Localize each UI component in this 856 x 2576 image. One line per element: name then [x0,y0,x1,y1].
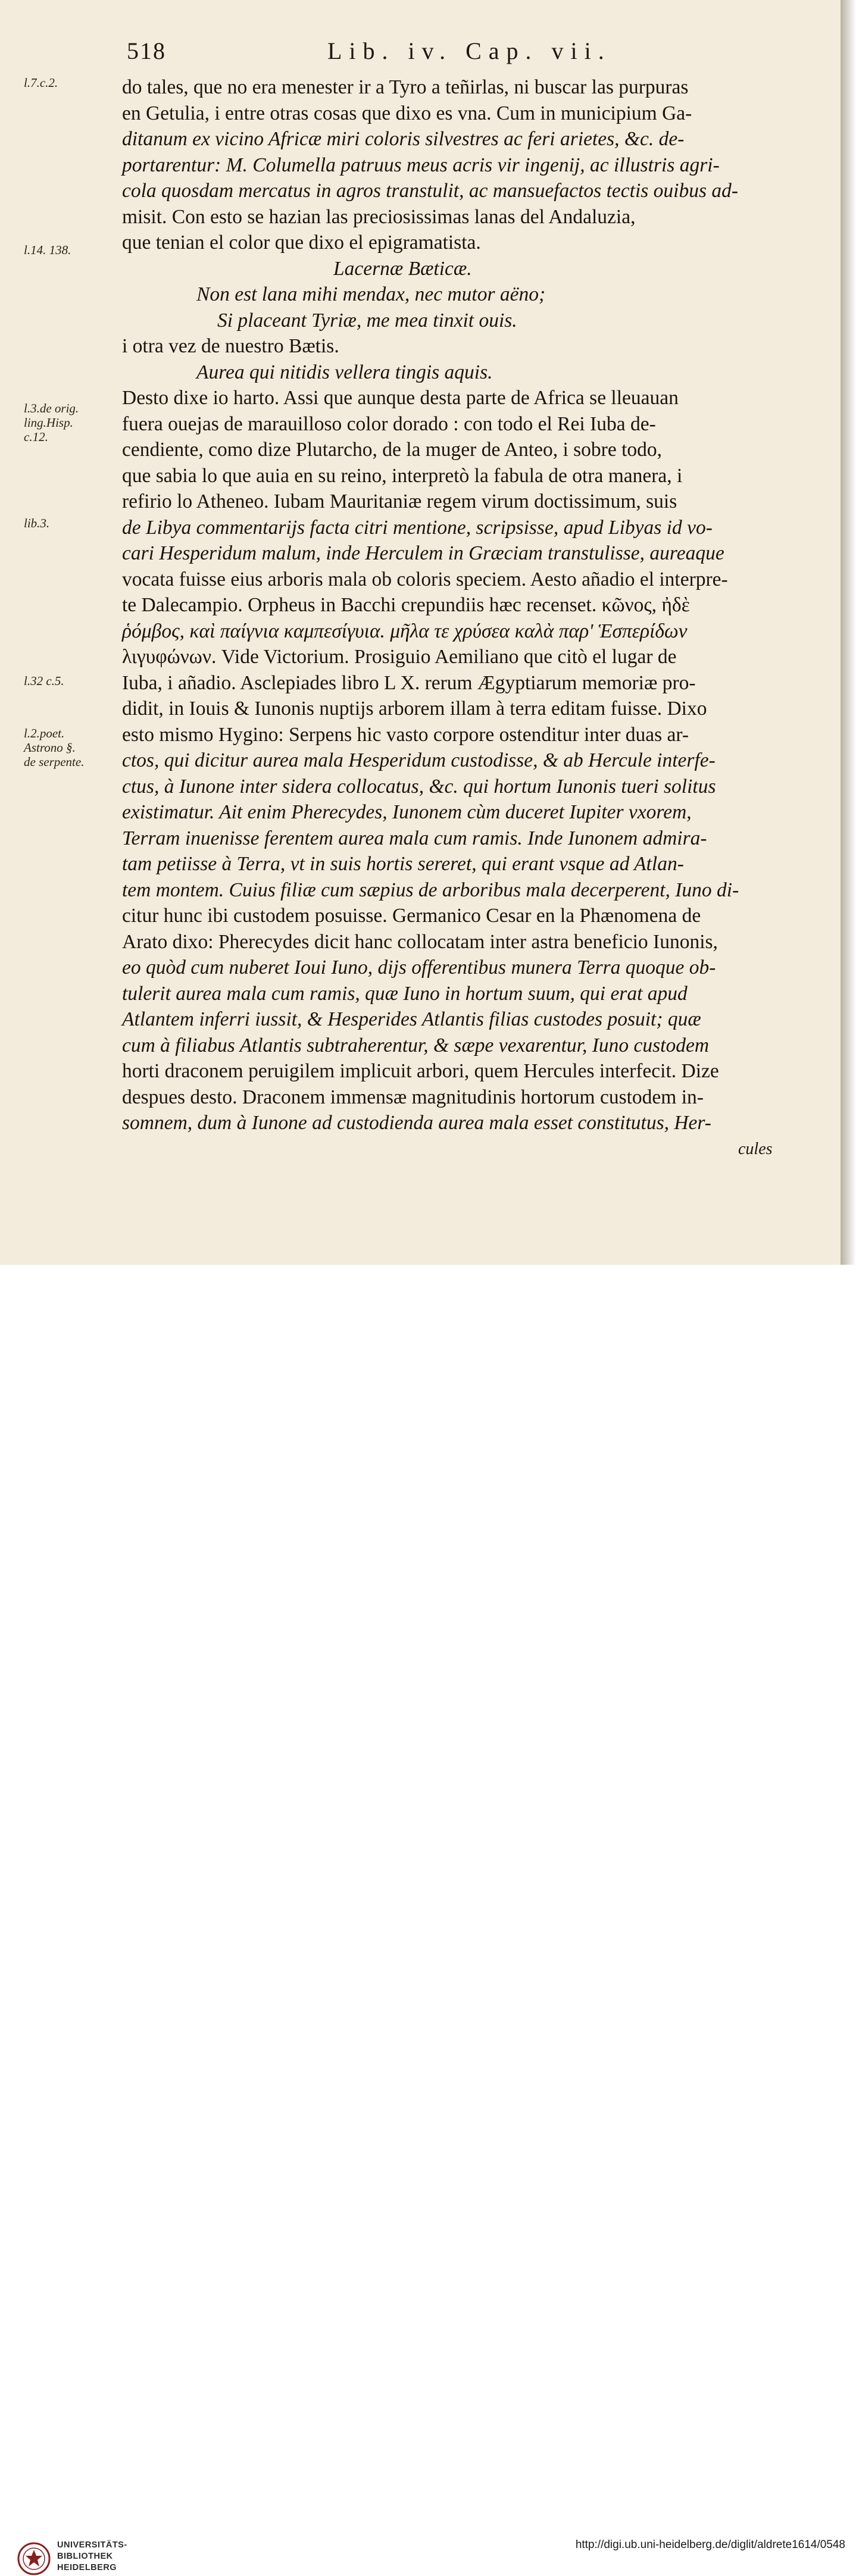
text-line-content: citur hunc ibi custodem posuisse. Germanico Cesar en la Phænomena de [122,905,701,927]
body-text [122,74,818,1162]
text-line [122,152,818,179]
text-line [122,618,818,645]
text-line [122,411,818,437]
text-line-content: tem montem. Cuius filiæ cum sæpius de arboribus mala decerperent, Iuno di- [122,879,739,901]
text-line [122,748,818,774]
text-line-content: Arato dixo: Pherecydes dicit hanc collocatam inter astra beneficio Iunonis, [122,930,718,953]
text-line-content: ctus, à Iunone inter sidera collocatus, &c. qui hortum Iunonis tueri solitus [122,775,716,798]
text-line-content: do tales, que no era menester ir a Tyro a teñirlas, ni buscar las purpuras [122,76,689,98]
text-line [122,644,818,670]
text-line-content: fuera ouejas de marauilloso color dorado : con todo el Rei Iuba de- [122,412,656,435]
margin-note: lib.3. [24,516,50,530]
text-line [122,981,818,1007]
text-line [122,437,818,463]
text-line [122,1110,818,1136]
text-line [122,230,818,256]
text-line [122,126,818,152]
text-line [122,540,818,567]
text-line-content: cari Hesperidum malum, inde Herculem in Græciam transtulisse, aureaque [122,542,724,564]
text-line [122,1084,818,1111]
chapter-heading: Lib. iv. Cap. vii. [327,37,611,64]
text-line-content: cendiente, como dize Plutarcho, de la muger de Anteo, i sobre todo, [122,439,663,461]
text-line [122,282,818,308]
text-line-content: cum à filiabus Atlantis subtraherentur, & sæpe vexarentur, Iuno custodem [122,1034,710,1056]
running-header [122,37,795,70]
text-line-content: ctos, qui dicitur aurea mala Hesperidum custodisse, & ab Hercule interfe- [122,749,716,771]
text-line-content: Aurea qui nitidis vellera tingis aquis. [196,361,493,383]
text-line-content: horti draconem peruigilem implicuit arbori, quem Hercules interfecit. Dize [122,1060,719,1082]
library-line: UNIVERSITÄTS- [57,2540,127,2550]
margin-note: l.14. 138. [24,243,71,257]
text-line [122,929,818,955]
text-line-content: ditanum ex vicino Africæ miri coloris silvestres ac feri arietes, &c. de- [122,128,685,150]
source-url[interactable]: http://digi.ub.uni-heidelberg.de/diglit/aldrete1614/0548 [575,2539,845,2551]
text-line [122,696,818,722]
text-line-content: que sabia lo que auia en su reino, interpretò la fabula de otra manera, i [122,464,683,487]
text-line [122,256,818,282]
text-line [122,463,818,489]
margin-note: l.32 c.5. [24,674,64,688]
text-line [122,1033,818,1059]
text-line-content: somnem, dum à Iunone ad custodienda aurea mala esset constitutus, Her- [122,1112,711,1134]
footer [0,1265,856,2572]
margin-note: l.2.poet. Astrono §. de serpente. [24,726,85,769]
text-line [122,1058,818,1084]
text-line [122,178,818,204]
text-line [122,592,818,618]
text-line-content: despues desto. Draconem immensæ magnitudinis hortorum custodem in- [122,1086,704,1108]
text-line-content: te Dalecampio. Orpheus in Bacchi crepundiis hæc recenset. κῶνος, ἠδὲ [122,594,690,616]
text-line-content: didit, in Iouis & Iunonis nuptijs arborem illam à terra editam fuisse. Dixo [122,698,707,720]
text-line-content: cules [738,1139,773,1158]
text-line-content: portarentur: M. Columella patruus meus acris vir ingenij, ac illustris agri- [122,154,720,176]
text-line-content: eo quòd cum nuberet Ioui Iuno, dijs offerentibus munera Terra quoque ob- [122,956,716,978]
text-line-content: ῥόμβος, καὶ παίγνια καμπεσίγυια. μῆλα τε χρύσεα καλὰ παρ' Ἑσπερίδων [122,620,688,642]
text-line-content: tam petiisse à Terra, vt in suis hortis sereret, qui erant vsque ad Atlan- [122,853,684,875]
library-line: HEIDELBERG [57,2563,117,2572]
text-line-content: i otra vez de nuestro Bætis. [122,335,339,357]
text-line [122,774,818,800]
text-line [122,670,818,696]
page-number: 518 [127,37,166,64]
library-name [57,2540,127,2574]
university-seal-icon [17,2541,51,2576]
text-line-content: misit. Con esto se hazian las preciosissimas lanas del Andaluzia, [122,205,636,228]
text-line-content: vocata fuisse eius arboris mala ob coloris speciem. Aesto añadio el interpre- [122,568,728,590]
text-line [122,903,818,929]
text-line-content: Lacernæ Bæticæ. [333,257,472,280]
text-line-content: Si placeant Tyriæ, me mea tinxit ouis. [217,309,517,332]
margin-note: l.3.de orig. ling.Hisp. c.12. [24,401,79,444]
text-line [122,385,818,411]
text-line [122,955,818,981]
text-line [122,359,818,386]
text-line-content: Atlantem inferri iussit, & Hesperides Atlantis filias custodes posuit; quæ [122,1008,701,1030]
text-line [122,851,818,877]
text-line-content: esto mismo Hygino: Serpens hic vasto corpore ostenditur inter duas ar- [122,723,689,746]
text-line [122,567,818,593]
text-line-content: refirio lo Atheneo. Iubam Mauritaniæ regem virum doctissimum, suis [122,490,677,512]
margin-note: l.7.c.2. [24,76,58,90]
text-line [122,333,818,359]
page-edge-shadow [841,0,856,1265]
text-line [122,74,818,101]
text-line [122,1006,818,1033]
text-line [122,877,818,904]
text-line-content: de Libya commentarijs facta citri mentione, scripsisse, apud Libyas id vo- [122,516,713,539]
text-line [122,826,818,852]
text-line-content: tulerit aurea mala cum ramis, quæ Iuno in hortum suum, qui erat apud [122,982,688,1005]
text-line [122,799,818,826]
text-line-content: Terram inuenisse ferentem aurea mala cum ramis. Inde Iunonem admira- [122,827,707,849]
text-line-content: que tenian el color que dixo el epigramatista. [122,232,481,254]
text-line-content: en Getulia, i entre otras cosas que dixo es vna. Cum in municipium Ga- [122,102,692,124]
text-line [122,101,818,127]
library-line: BIBLIOTHEK [57,2552,113,2561]
text-line [122,515,818,541]
book-page [0,0,842,1265]
text-line [122,1136,818,1162]
text-line [122,722,818,748]
text-line-content: cola quosdam mercatus in agros transtulit, ac mansuefactos tectis ouibus ad- [122,180,739,202]
text-line-content: λιγυφώνων. Vide Victorium. Prosiguio Aemiliano que citò el lugar de [122,646,677,668]
text-line-content: existimatur. Ait enim Pherecydes, Iunonem cùm duceret Iupiter vxorem, [122,801,692,823]
text-line-content: Iuba, i añadio. Asclepiades libro L X. rerum Ægyptiarum memoriæ pro- [122,671,696,694]
text-line [122,308,818,334]
text-line [122,489,818,515]
text-line-content: Non est lana mihi mendax, nec mutor aëno; [196,283,546,305]
text-line [122,204,818,230]
text-line-content: Desto dixe io harto. Assi que aunque desta parte de Africa se lleuauan [122,387,679,409]
